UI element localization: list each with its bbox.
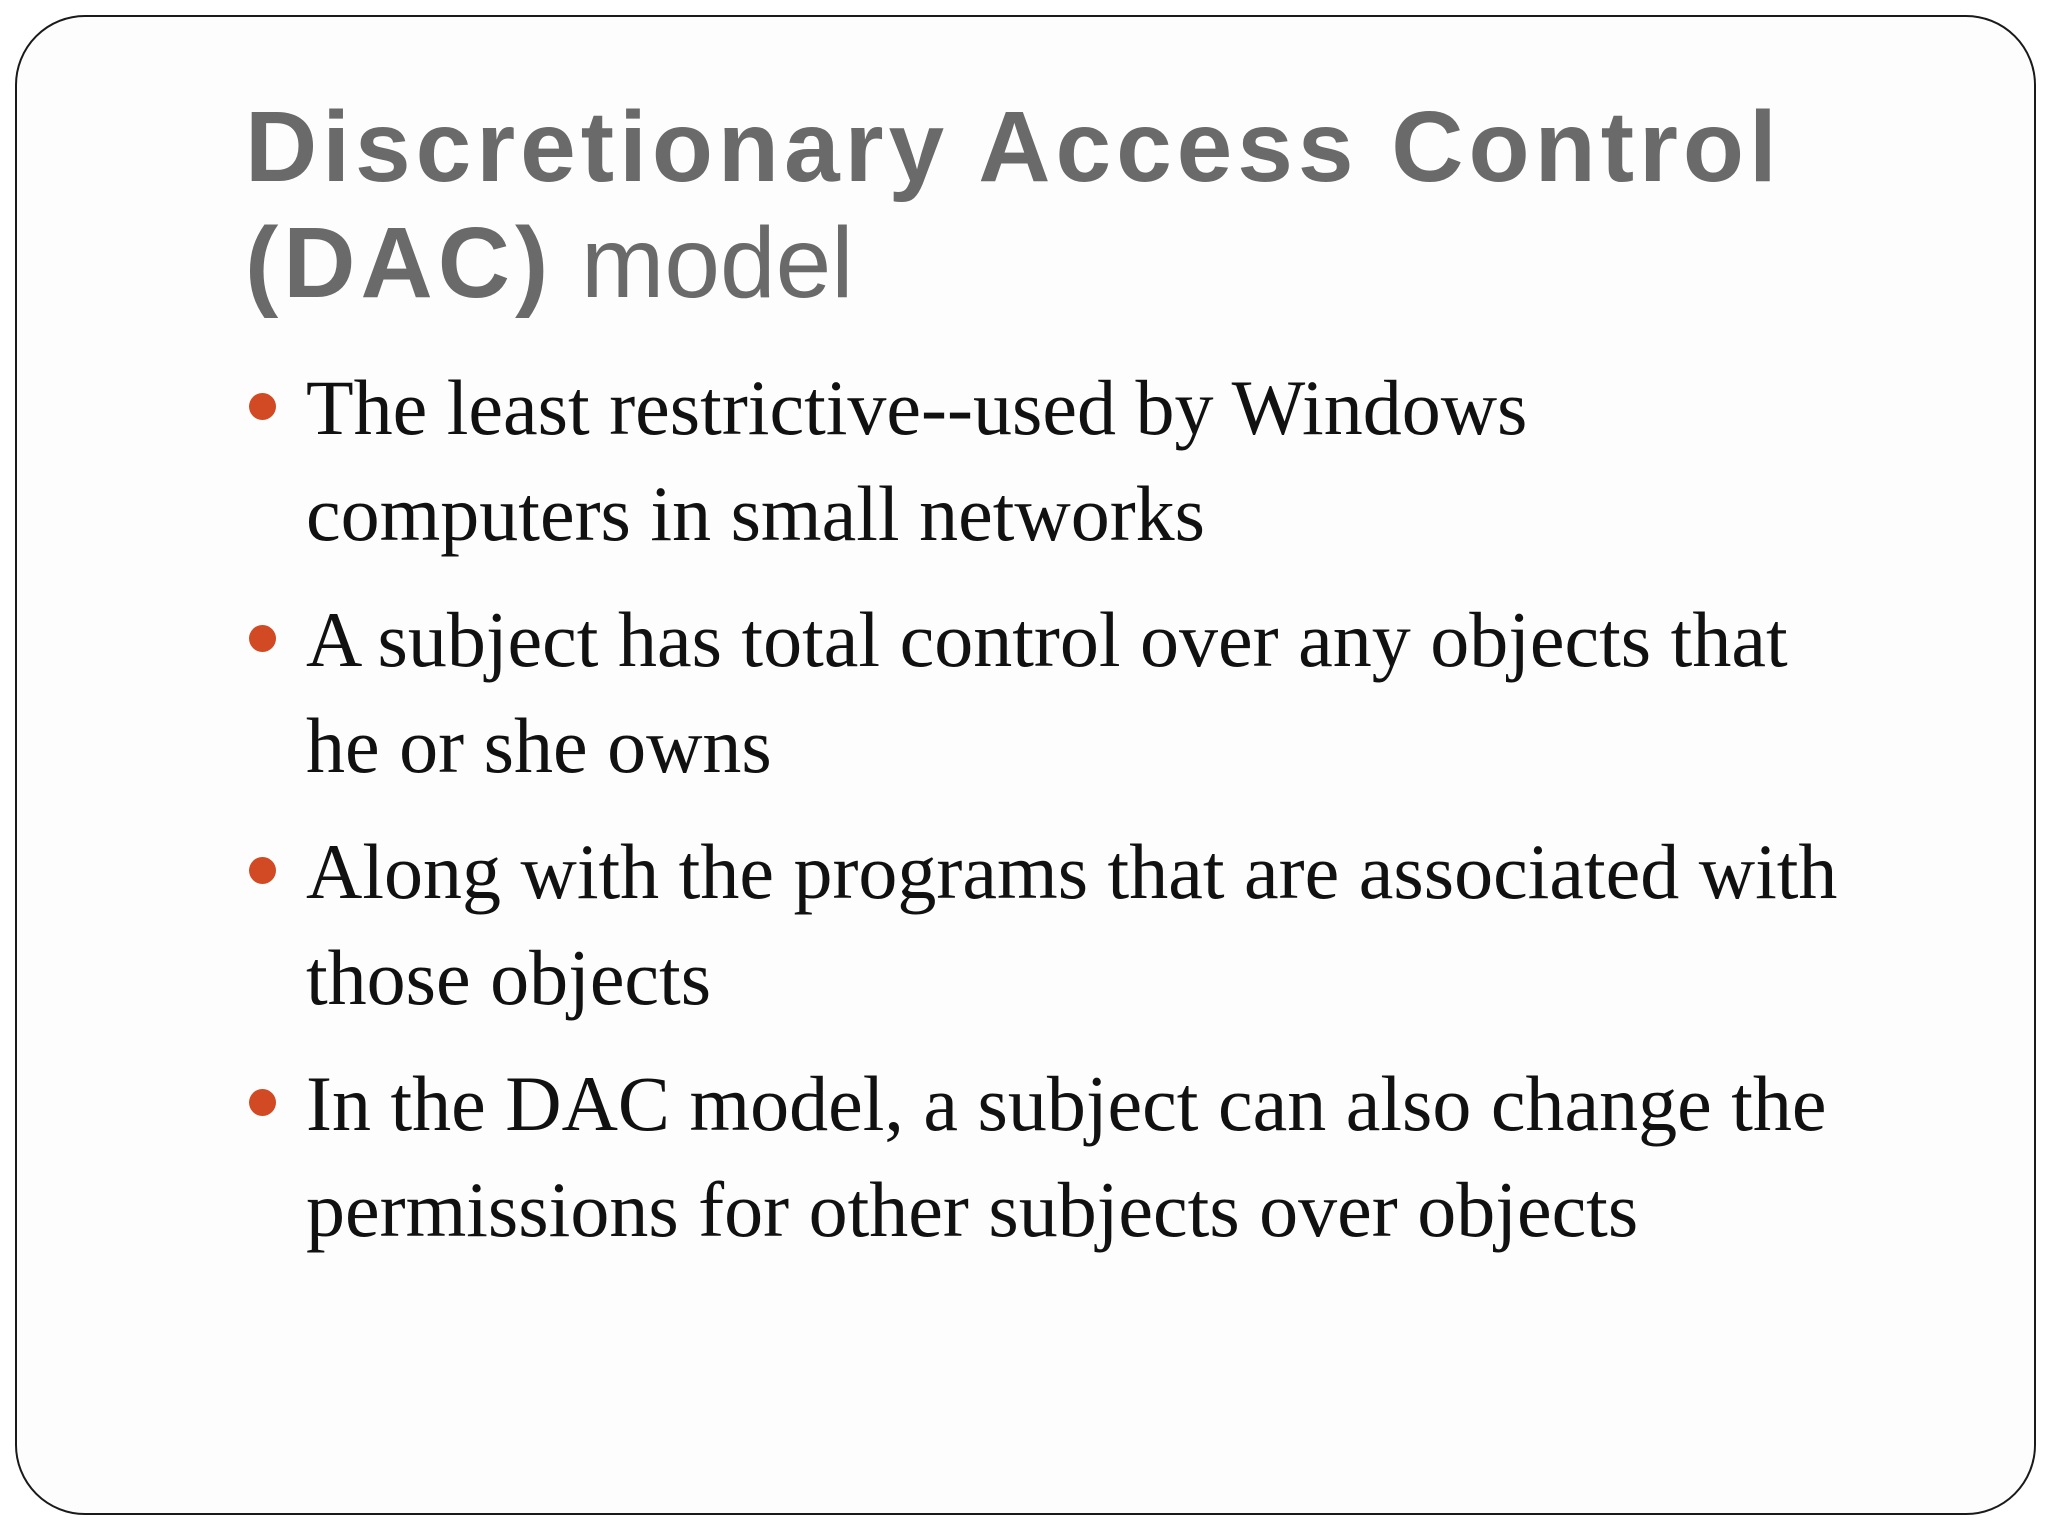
bullet-dot-icon	[249, 625, 276, 652]
bullet-item-2	[245, 587, 1965, 799]
bullet-dot-icon	[249, 1089, 276, 1116]
title-acronym: (DAC)	[245, 207, 554, 319]
bullet-dot-icon	[249, 857, 276, 884]
title-line-1: Discretionary Access Control	[245, 91, 1782, 203]
bullet-2-line-1: A subject has total control over any objects that	[306, 596, 1788, 683]
bullet-1-line-2: computers in small networks	[306, 470, 1206, 557]
bullet-item-1	[245, 355, 1965, 567]
slide-title	[245, 89, 1945, 321]
bullet-3-line-2: those objects	[306, 934, 712, 1021]
bullet-4-line-2: permissions for other subjects over objects	[306, 1166, 1639, 1253]
bullet-2-line-2: he or she owns	[306, 702, 772, 789]
bullet-4-line-1: In the DAC model, a subject can also change the	[306, 1060, 1827, 1147]
bullet-1-line-1: The least restrictive--used by Windows	[306, 364, 1528, 451]
bullet-item-3	[245, 819, 1965, 1031]
title-suffix: model	[553, 207, 854, 319]
bullet-dot-icon	[249, 393, 276, 420]
title-line-2	[245, 205, 1945, 321]
slide-frame	[15, 15, 2036, 1515]
bullet-list	[245, 355, 1965, 1283]
bullet-item-4	[245, 1051, 1965, 1263]
bullet-3-line-1: Along with the programs that are associated with	[306, 828, 1838, 915]
